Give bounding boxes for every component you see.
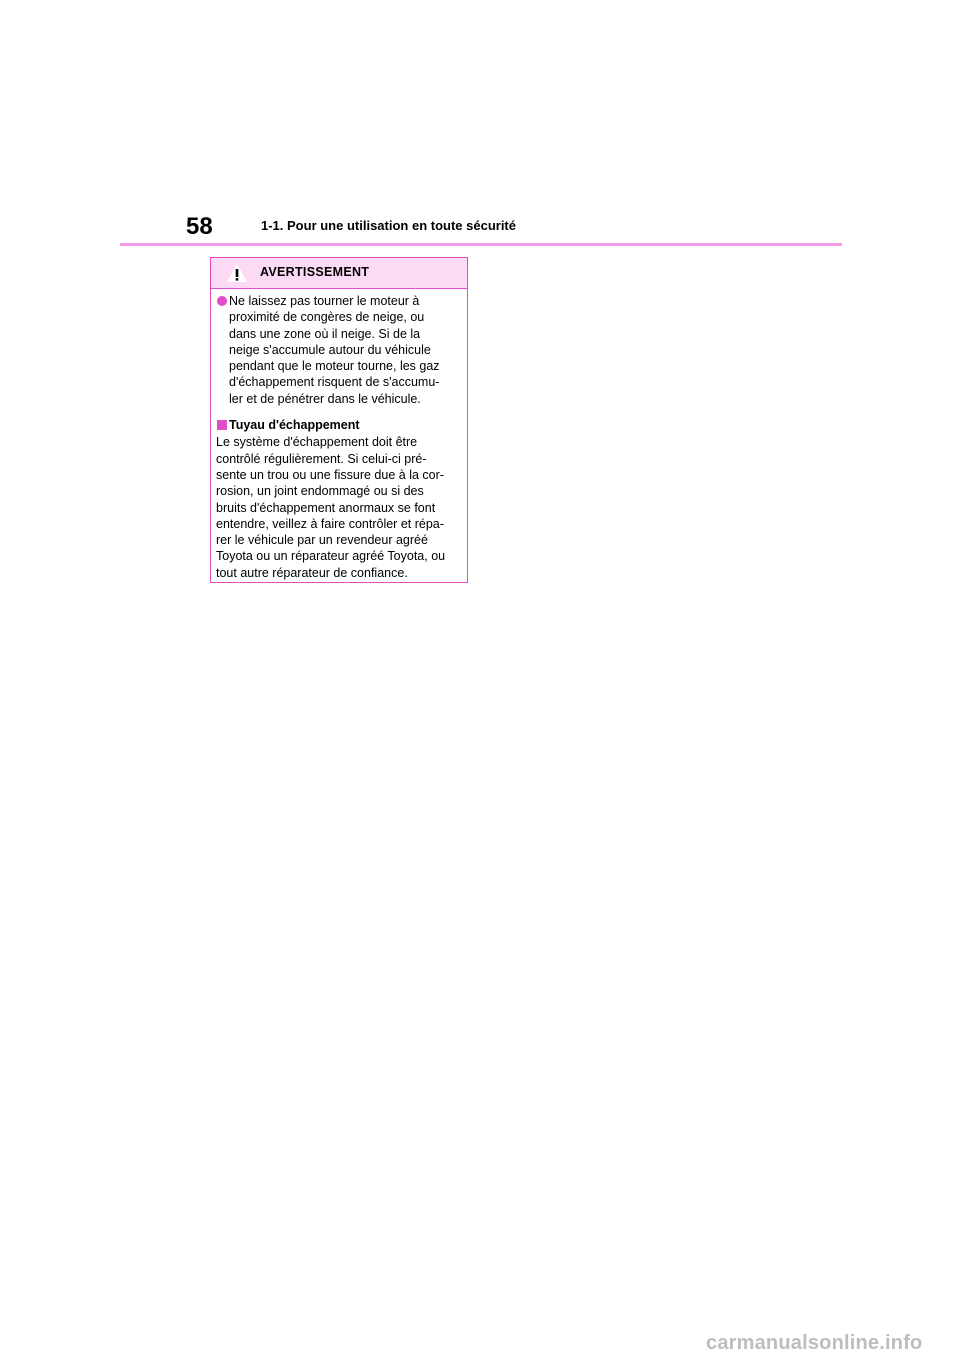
page-number: 58 xyxy=(186,213,213,240)
warning-bullet-item xyxy=(216,293,459,407)
header-divider xyxy=(120,243,842,246)
warning-header xyxy=(211,258,467,289)
exhaust-paragraph: Le système d'échappement doit être contrôlé régulièrement. Si celui-ci pré- sente un trou ou une fissure due à la cor- rosion, un joint endommagé ou si des bruits d'échappement anormaux se font entendre, veillez à faire contrôler et répa- rer le véhicule par un revendeur agréé Toyota ou un réparateur agréé Toyota, ou tout autre réparateur de confiance. xyxy=(216,435,446,580)
warning-body xyxy=(211,289,467,581)
section-title: 1-1. Pour une utilisation en toute sécurité xyxy=(261,218,516,233)
exhaust-subheading-label: Tuyau d'échappement xyxy=(229,418,360,433)
warning-triangle-icon xyxy=(226,263,248,283)
warning-bullet-text: Ne laissez pas tourner le moteur à proximité de congères de neige, ou dans une zone où il neige. Si de la neige s'accumule autour du véhicule pendant que le moteur tourne, les gaz d'échappement risquent de s'accumu- ler et de pénétrer dans le véhicule. xyxy=(229,294,440,406)
warning-title: AVERTISSEMENT xyxy=(260,265,370,279)
warning-box xyxy=(210,257,468,583)
exhaust-subheading xyxy=(216,417,459,433)
bullet-dot-icon xyxy=(217,296,227,306)
square-bullet-icon xyxy=(217,420,227,430)
watermark: carmanualsonline.info xyxy=(706,1332,923,1354)
